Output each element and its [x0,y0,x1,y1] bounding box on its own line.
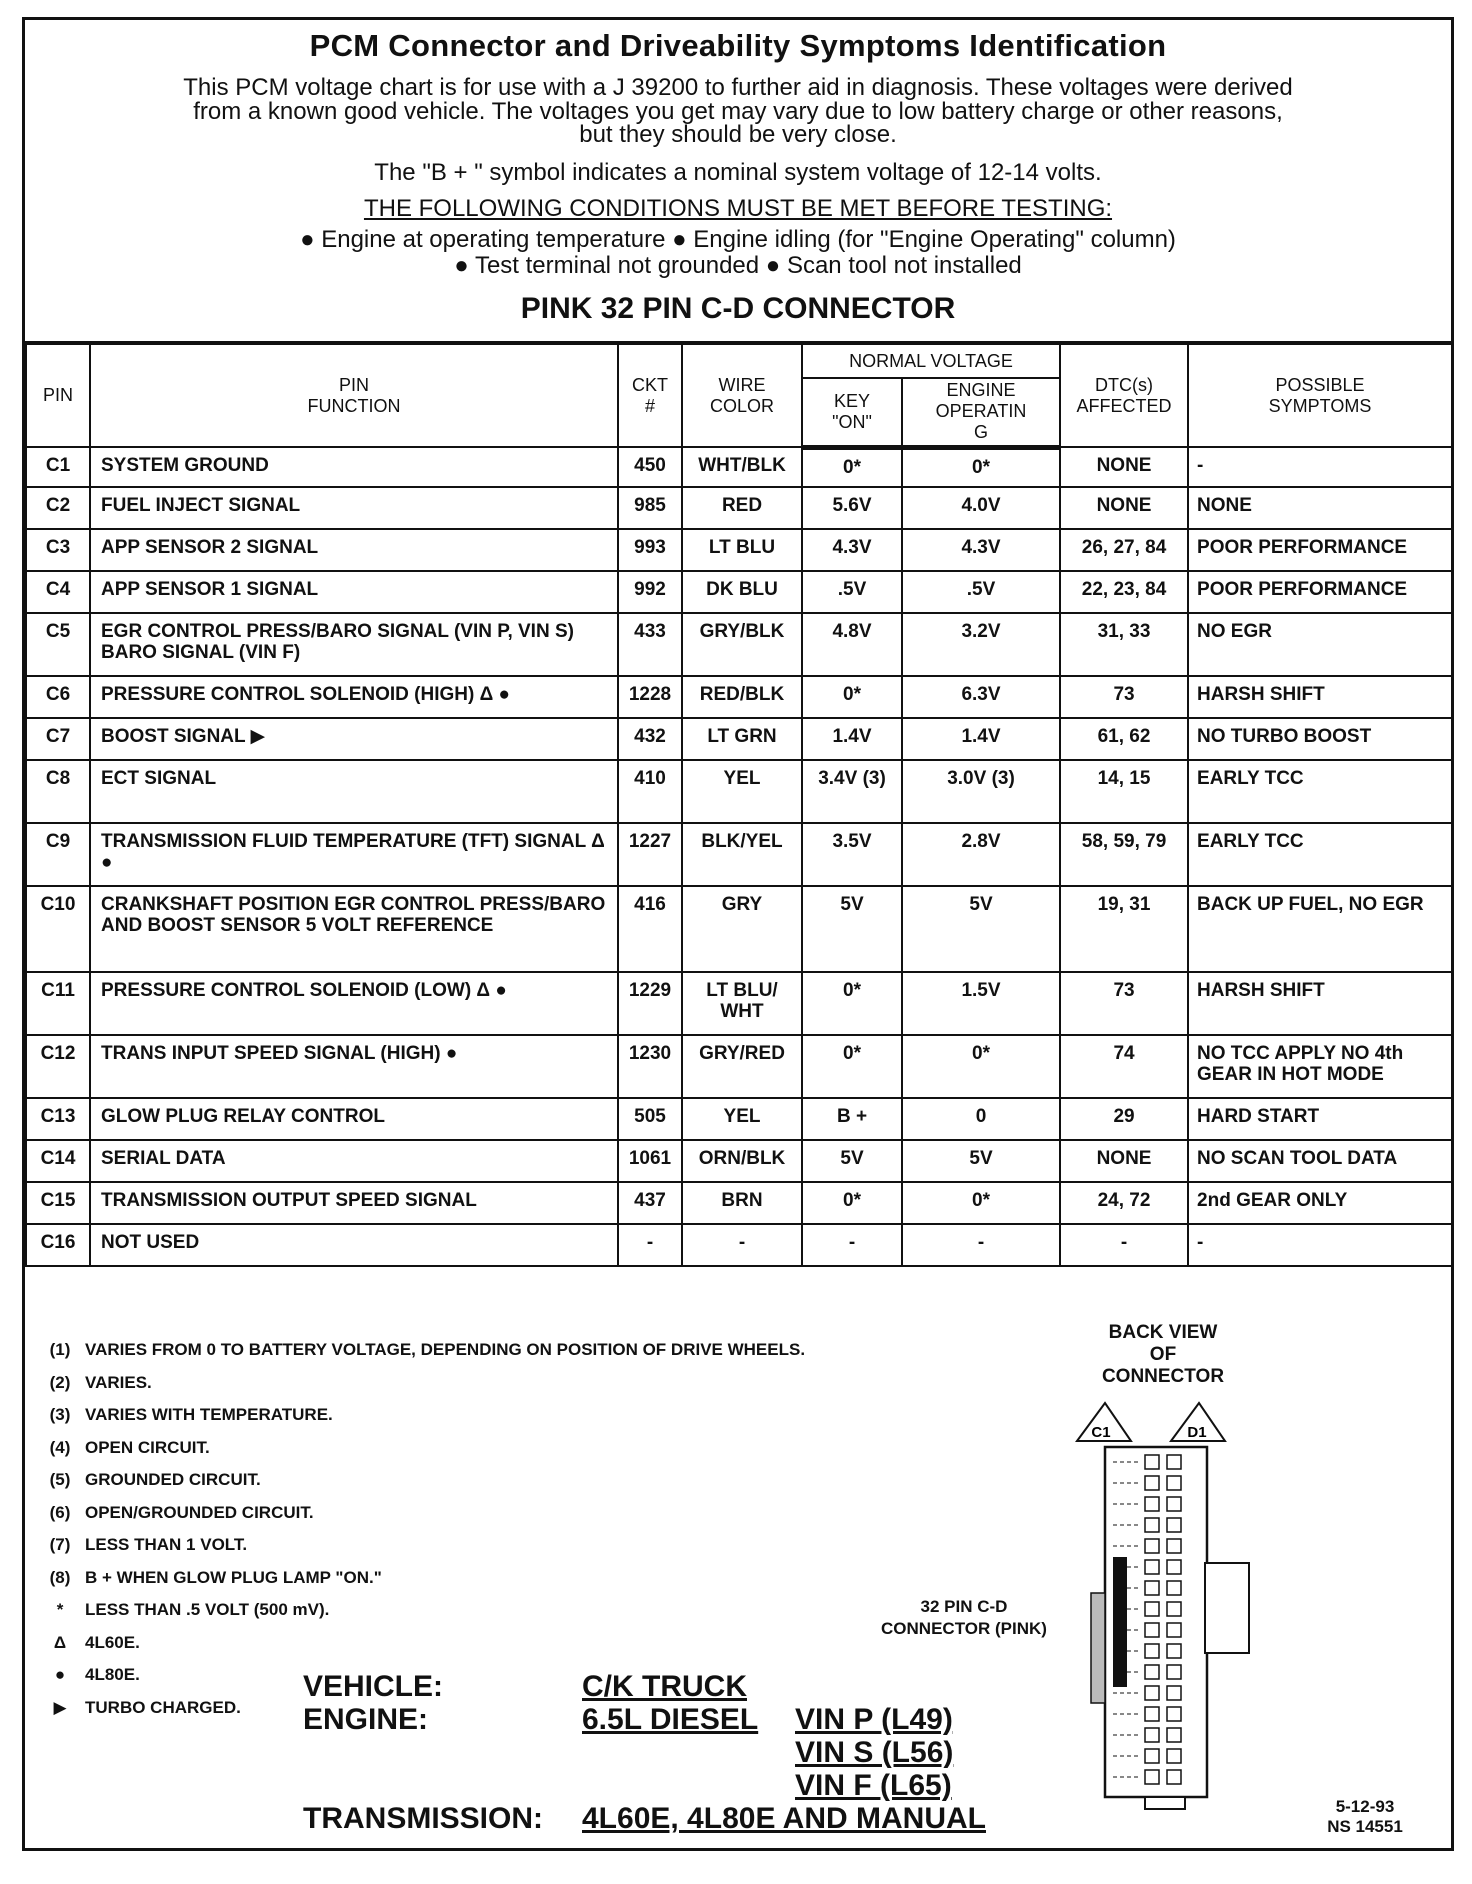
cell-dtc: NONE [1060,447,1188,487]
cell-wire: YEL [682,1098,802,1140]
document-number: NS 14551 [1327,1817,1403,1836]
cell-wire: GRY/BLK [682,613,802,676]
cell-dtc: 19, 31 [1060,886,1188,972]
cell-function: PRESSURE CONTROL SOLENOID (LOW) Δ ● [90,972,618,1035]
col-header-function: PIN FUNCTION [90,344,618,447]
transmission-label: TRANSMISSION: [303,1802,543,1835]
cell-dtc: 61, 62 [1060,718,1188,760]
cell-engine: 3.0V (3) [902,760,1060,823]
bplus-note: The "B + " symbol indicates a nominal system voltage of 12-14 volts. [374,159,1102,186]
legend-key: (7) [49,1535,71,1554]
connector-cavity [1145,1476,1159,1490]
intro-line-3: but they should be very close. [579,121,897,148]
vin-s: VIN S (L56) [795,1736,954,1769]
connector-cavity [1145,1623,1159,1637]
connector-cavity [1145,1497,1159,1511]
legend-key: (1) [49,1340,71,1359]
cell-symptoms: HARSH SHIFT [1188,676,1452,718]
table-row [26,571,1452,613]
cell-ckt: 1061 [618,1140,682,1182]
cell-pin: C10 [26,886,90,972]
table-row [26,1182,1452,1224]
cell-symptoms: HARSH SHIFT [1188,972,1452,1035]
cell-dtc: 26, 27, 84 [1060,529,1188,571]
cell-engine: 0 [902,1098,1060,1140]
connector-cavity [1145,1728,1159,1742]
cell-ckt: 505 [618,1098,682,1140]
connector-cavity [1167,1728,1181,1742]
table-row [26,886,1452,972]
cell-key-on: 5V [802,1140,902,1182]
legend-text: GROUNDED CIRCUIT. [85,1470,261,1489]
connector-cavity [1167,1497,1181,1511]
cell-dtc: 24, 72 [1060,1182,1188,1224]
cell-pin: C8 [26,760,90,823]
intro-line-2: from a known good vehicle. The voltages you get may vary due to low battery charge or other reasons, [193,98,1283,125]
transmission-value: 4L60E, 4L80E AND MANUAL [582,1802,986,1835]
table-row [26,823,1452,886]
cell-symptoms: POOR PERFORMANCE [1188,571,1452,613]
cell-engine: 1.5V [902,972,1060,1035]
cell-engine: .5V [902,571,1060,613]
legend-text: VARIES WITH TEMPERATURE. [85,1405,333,1424]
cell-key-on: 0* [802,972,902,1035]
table-row [26,487,1452,529]
legend-text: 4L80E. [85,1665,140,1684]
legend-text: LESS THAN .5 VOLT (500 mV). [85,1600,330,1619]
legend-key: ● [54,1665,66,1684]
cell-engine: 5V [902,1140,1060,1182]
cell-engine: 1.4V [902,718,1060,760]
cell-key-on: 0* [802,447,902,487]
connector-cavity [1167,1770,1181,1784]
cell-dtc: - [1060,1224,1188,1266]
legend-text: 4L60E. [85,1632,140,1652]
legend-item [35,1340,805,1373]
table-row [26,447,1452,487]
cell-ckt: 437 [618,1182,682,1224]
cell-ckt: 450 [618,447,682,487]
cell-dtc: 73 [1060,676,1188,718]
legend-key: ▶ [53,1697,67,1717]
cell-ckt: 1227 [618,823,682,886]
cell-symptoms: EARLY TCC [1188,823,1452,886]
cell-key-on: 4.3V [802,529,902,571]
connector-cavity [1145,1539,1159,1553]
connector-foot [1145,1797,1185,1809]
cell-engine: 4.3V [902,529,1060,571]
connector-cavity [1145,1749,1159,1763]
cell-symptoms: NO TURBO BOOST [1188,718,1452,760]
cell-key-on: 0* [802,1035,902,1098]
connector-cavity [1167,1539,1181,1553]
cell-symptoms: - [1188,1224,1452,1266]
document-sheet [22,17,1454,1851]
connector-cavity [1167,1707,1181,1721]
col-header-ckt: CKT # [618,344,682,447]
legend-item [35,1568,805,1601]
table-row [26,718,1452,760]
conditions-line-2: ● Test terminal not grounded ● Scan tool not installed [454,252,1022,279]
cell-function: SERIAL DATA [90,1140,618,1182]
legend-text: VARIES FROM 0 TO BATTERY VOLTAGE, DEPENDING ON POSITION OF DRIVE WHEELS. [85,1340,806,1359]
connector-lock-tab [1091,1593,1105,1703]
legend-key: Δ [53,1632,67,1652]
cell-wire: BLK/YEL [682,823,802,886]
connector-cavity [1145,1770,1159,1784]
table-row [26,972,1452,1035]
vin-p: VIN P (L49) [795,1703,953,1736]
connector-cavity [1167,1518,1181,1532]
cell-function: TRANS INPUT SPEED SIGNAL (HIGH) ● [90,1035,618,1098]
cell-wire: BRN [682,1182,802,1224]
col-header-normal-voltage: NORMAL VOLTAGE [802,344,1060,378]
col-header-dtc: DTC(s) AFFECTED [1060,344,1188,447]
connector-cavity [1167,1665,1181,1679]
cell-dtc: 73 [1060,972,1188,1035]
cell-symptoms: NO EGR [1188,613,1452,676]
cell-dtc: NONE [1060,487,1188,529]
conditions-heading: THE FOLLOWING CONDITIONS MUST BE MET BEFORE TESTING: [363,195,1113,222]
cell-ckt: 432 [618,718,682,760]
table-row [26,529,1452,571]
cell-symptoms: HARD START [1188,1098,1452,1140]
cell-function: ECT SIGNAL [90,760,618,823]
cell-key-on: 1.4V [802,718,902,760]
cell-pin: C12 [26,1035,90,1098]
cell-ckt: 992 [618,571,682,613]
cell-key-on: 5.6V [802,487,902,529]
cell-pin: C3 [26,529,90,571]
cell-pin: C1 [26,447,90,487]
cell-pin: C4 [26,571,90,613]
connector-cavity [1145,1707,1159,1721]
table-row [26,1098,1452,1140]
cell-wire: WHT/BLK [682,447,802,487]
cell-engine: 3.2V [902,613,1060,676]
connector-cavity [1167,1686,1181,1700]
cell-pin: C5 [26,613,90,676]
legend-item [35,1600,805,1633]
legend-item [35,1438,805,1471]
connector-cavity [1145,1455,1159,1469]
cell-symptoms: NO TCC APPLY NO 4th GEAR IN HOT MODE [1188,1035,1452,1098]
cell-dtc: 31, 33 [1060,613,1188,676]
cell-engine: 0* [902,1182,1060,1224]
cell-key-on: B + [802,1098,902,1140]
connector-cavity [1167,1602,1181,1616]
cell-wire: GRY [682,886,802,972]
cell-wire: - [682,1224,802,1266]
cell-function: BOOST SIGNAL ▶ [90,718,618,760]
connector-cavity [1167,1455,1181,1469]
legend-text: TURBO CHARGED. [85,1697,241,1717]
cell-ckt: 1230 [618,1035,682,1098]
cell-pin: C13 [26,1098,90,1140]
connector-cavity [1167,1749,1181,1763]
cell-ckt: 993 [618,529,682,571]
cell-pin: C2 [26,487,90,529]
cell-pin: C16 [26,1224,90,1266]
cell-key-on: 3.4V (3) [802,760,902,823]
connector-diagram [1065,1395,1265,1845]
cell-symptoms: EARLY TCC [1188,760,1452,823]
vehicle-value: C/K TRUCK [582,1670,747,1703]
cell-wire: LT GRN [682,718,802,760]
connector-title: PINK 32 PIN C-D CONNECTOR [520,292,956,325]
cell-engine: 4.0V [902,487,1060,529]
connector-cavity [1145,1518,1159,1532]
table-row [26,1035,1452,1098]
cell-pin: C15 [26,1182,90,1224]
cell-function: SYSTEM GROUND [90,447,618,487]
pin-table [25,343,1453,1267]
cell-key-on: - [802,1224,902,1266]
cell-symptoms: BACK UP FUEL, NO EGR [1188,886,1452,972]
legend-key: (8) [49,1567,71,1587]
cell-function: GLOW PLUG RELAY CONTROL [90,1098,618,1140]
legend-key: * [56,1600,64,1619]
connector-cavity [1145,1602,1159,1616]
cell-symptoms: 2nd GEAR ONLY [1188,1182,1452,1224]
cell-wire: RED/BLK [682,676,802,718]
c1-label: C1 [1091,1424,1111,1441]
connector-cavity [1145,1644,1159,1658]
cell-symptoms: NO SCAN TOOL DATA [1188,1140,1452,1182]
connector-label: 32 PIN C-D CONNECTOR (PINK) [881,1597,1047,1638]
cell-wire: YEL [682,760,802,823]
cell-engine: 0* [902,1035,1060,1098]
legend-text: OPEN CIRCUIT. [85,1437,210,1457]
connector-cavity [1145,1581,1159,1595]
cell-engine: 2.8V [902,823,1060,886]
cell-function: CRANKSHAFT POSITION EGR CONTROL PRESS/BARO AND BOOST SENSOR 5 VOLT REFERENCE [90,886,618,972]
cell-function: TRANSMISSION OUTPUT SPEED SIGNAL [90,1182,618,1224]
legend-key: (2) [49,1372,71,1392]
connector-cavity [1167,1476,1181,1490]
back-view-label: BACK VIEW OF CONNECTOR [1101,1322,1225,1387]
connector-key-bar [1113,1557,1127,1687]
cell-function: APP SENSOR 2 SIGNAL [90,529,618,571]
legend-text: OPEN/GROUNDED CIRCUIT. [85,1502,314,1522]
col-header-wire: WIRE COLOR [682,344,802,447]
cell-symptoms: POOR PERFORMANCE [1188,529,1452,571]
cell-ckt: 1228 [618,676,682,718]
cell-pin: C9 [26,823,90,886]
engine-value: 6.5L DIESEL [582,1703,759,1736]
cell-engine: 0* [902,447,1060,487]
cell-engine: - [902,1224,1060,1266]
connector-cavity [1167,1623,1181,1637]
cell-dtc: 22, 23, 84 [1060,571,1188,613]
cell-pin: C11 [26,972,90,1035]
cell-symptoms: NONE [1188,487,1452,529]
cell-wire: LT BLU/ WHT [682,972,802,1035]
cell-dtc: 14, 15 [1060,760,1188,823]
connector-cavity [1167,1560,1181,1574]
conditions-line-1: ● Engine at operating temperature ● Engine idling (for "Engine Operating" column) [300,226,1176,253]
cell-wire: DK BLU [682,571,802,613]
cell-wire: GRY/RED [682,1035,802,1098]
cell-key-on: 0* [802,1182,902,1224]
cell-key-on: 4.8V [802,613,902,676]
cell-dtc: 58, 59, 79 [1060,823,1188,886]
connector-latch [1205,1563,1249,1653]
col-header-engine-operating: ENGINE OPERATIN G [902,378,1060,447]
cell-function: FUEL INJECT SIGNAL [90,487,618,529]
cell-pin: C14 [26,1140,90,1182]
cell-pin: C7 [26,718,90,760]
cell-pin: C6 [26,676,90,718]
connector-cavity [1145,1686,1159,1700]
cell-ckt: - [618,1224,682,1266]
legend-key: (4) [49,1437,71,1457]
legend-text: LESS THAN 1 VOLT. [85,1535,248,1554]
cell-ckt: 410 [618,760,682,823]
legend-text: VARIES. [85,1372,152,1392]
cell-key-on: 0* [802,676,902,718]
cell-key-on: 3.5V [802,823,902,886]
cell-engine: 6.3V [902,676,1060,718]
vehicle-label: VEHICLE: [303,1670,444,1703]
legend-text: B + WHEN GLOW PLUG LAMP "ON." [85,1567,382,1587]
table-row [26,613,1452,676]
cell-dtc: NONE [1060,1140,1188,1182]
cell-ckt: 433 [618,613,682,676]
table-row [26,760,1452,823]
connector-cavity [1167,1581,1181,1595]
cell-function: TRANSMISSION FLUID TEMPERATURE (TFT) SIGNAL Δ ● [90,823,618,886]
cell-function: NOT USED [90,1224,618,1266]
cell-wire: ORN/BLK [682,1140,802,1182]
cell-function: PRESSURE CONTROL SOLENOID (HIGH) Δ ● [90,676,618,718]
legend-item [35,1535,805,1568]
document-title: PCM Connector and Driveability Symptoms Identification [309,28,1167,63]
connector-cavity [1145,1560,1159,1574]
document-header [25,20,1451,344]
col-header-key-on: KEY "ON" [802,378,902,447]
legend-key: (5) [49,1470,71,1489]
cell-function: EGR CONTROL PRESS/BARO SIGNAL (VIN P, VIN S) BARO SIGNAL (VIN F) [90,613,618,676]
connector-cavity [1145,1665,1159,1679]
cell-dtc: 74 [1060,1035,1188,1098]
intro-line-1: This PCM voltage chart is for use with a J 39200 to further aid in diagnosis. These voltages were derived [183,74,1293,101]
document-code [1315,1797,1415,1837]
d1-label: D1 [1187,1424,1207,1441]
col-header-pin: PIN [26,344,90,447]
col-header-symptoms: POSSIBLE SYMPTOMS [1188,344,1452,447]
table-row [26,1224,1452,1266]
legend-item [35,1405,805,1438]
cell-function: APP SENSOR 1 SIGNAL [90,571,618,613]
cell-symptoms: - [1188,447,1452,487]
legend-item [35,1470,805,1503]
engine-label: ENGINE: [303,1703,429,1736]
legend-key: (3) [49,1405,71,1424]
legend-item [35,1503,805,1536]
table-row [26,1140,1452,1182]
legend-item [35,1633,805,1666]
legend-key: (6) [49,1502,71,1522]
cell-wire: RED [682,487,802,529]
connector-cavity [1167,1644,1181,1658]
cell-engine: 5V [902,886,1060,972]
legend-item [35,1373,805,1406]
cell-ckt: 1229 [618,972,682,1035]
cell-dtc: 29 [1060,1098,1188,1140]
vin-f: VIN F (L65) [795,1769,952,1802]
table-row [26,676,1452,718]
document-date: 5-12-93 [1335,1797,1395,1816]
cell-ckt: 416 [618,886,682,972]
cell-wire: LT BLU [682,529,802,571]
cell-key-on: 5V [802,886,902,972]
cell-ckt: 985 [618,487,682,529]
cell-key-on: .5V [802,571,902,613]
